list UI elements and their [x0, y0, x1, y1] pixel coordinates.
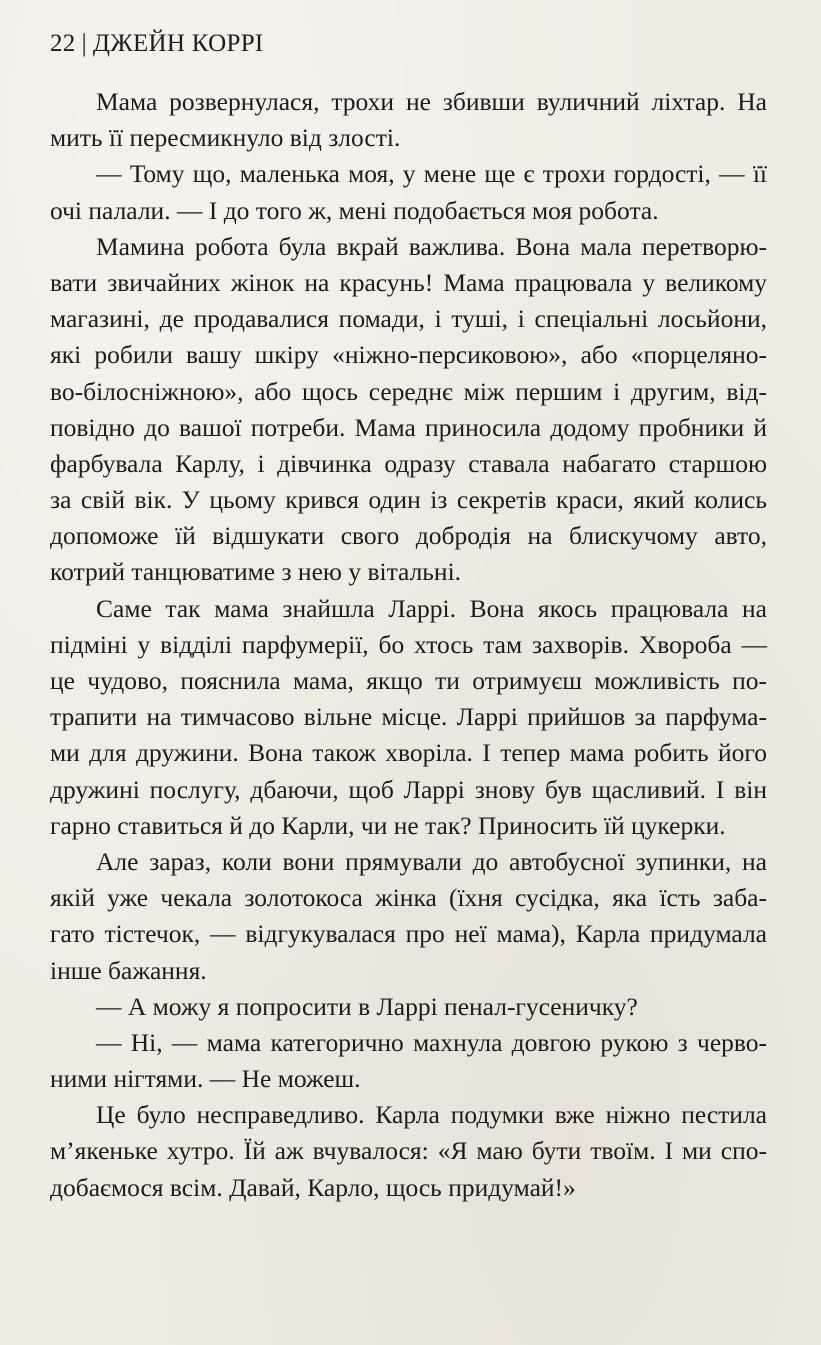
- text-line: інше бажання.: [50, 955, 207, 985]
- text-line: котрий танцюватиме з нею у вітальні.: [50, 557, 462, 587]
- text-line: це чудово, пояснила мама, якщо ти отримуєш можливість по-: [50, 666, 767, 695]
- text-line: магазині, де продавалися помади, і туші, і спеціальні лосьйони,: [50, 304, 767, 334]
- text-line: гато тістечок, — відгукувалася про неї мама), Карла придумала: [50, 919, 767, 949]
- text-line: Це було несправедливо. Карла подумки вже ніжно пестила: [96, 1100, 767, 1130]
- text-line: Саме так мама знайшла Ларрі. Вона якось працювала на: [96, 593, 767, 623]
- page-number: 22: [50, 30, 76, 57]
- text-line: за свій вік. У цьому крився один із секретів краси, який колись: [50, 485, 767, 515]
- text-line: мить її пересмикнуло від злості.: [50, 123, 401, 153]
- text-line: ними нігтями. — Не можеш.: [50, 1064, 361, 1094]
- text-line: Мама розвернулася, трохи не збивши вуличний ліхтар. На: [96, 87, 767, 116]
- text-line: фарбувала Карлу, і дівчинка одразу ставала набагато старшою: [50, 448, 767, 478]
- author-name: ДЖЕЙН КОРРІ: [92, 30, 264, 57]
- text-line: дружині послугу, дбаючи, щоб Ларрі знову був щасливий. І він: [50, 774, 767, 804]
- text-line: вати звичайних жінок на красунь! Мама працювала у великому: [50, 267, 767, 297]
- text-line: допоможе їй відшукати свого добродія на блискучому авто,: [50, 521, 767, 551]
- text-line: очі палали. — І до того ж, мені подобається моя робота.: [50, 195, 659, 225]
- body-text: [50, 84, 767, 1206]
- text-line: добаємося всім. Давай, Карло, щось придумай!»: [50, 1172, 576, 1202]
- text-line: які робили вашу шкіру «ніжно-персиковою», або «порцеляно-: [50, 340, 767, 370]
- running-head: [50, 30, 264, 58]
- text-line: Мамина робота була вкрай важлива. Вона мала перетворю-: [96, 231, 767, 261]
- text-line: якій уже чекала золотокоса жінка (їхня сусідка, яка їсть заба-: [50, 883, 767, 913]
- text-line: трапити на тимчасово вільне місце. Ларрі прийшов за парфума-: [50, 702, 767, 732]
- text-line: повідно до вашої потреби. Мама приносила додому пробники й: [50, 412, 767, 442]
- text-line: — А можу я попросити в Ларрі пенал-гусеничку?: [96, 991, 638, 1021]
- text-line: — Ні, — мама категорично махнула довгою рукою з черво-: [96, 1027, 767, 1057]
- text-line: во-білосніжною», або щось середнє між першим і другим, від-: [50, 376, 767, 406]
- text-line: Але зараз, коли вони прямували до автобусної зупинки, на: [96, 846, 767, 876]
- header-separator: |: [81, 30, 87, 57]
- text-line: підміні у відділі парфумерії, бо хтось там захворів. Хвороба —: [50, 629, 767, 659]
- text-line: м’якеньке хутро. Їй аж вчувалося: «Я маю бути твоїм. І ми спо-: [50, 1136, 767, 1166]
- text-line: гарно ставиться й до Карли, чи не так? Приносить їй цукерки.: [50, 810, 726, 840]
- text-line: ми для дружини. Вона також хворіла. І тепер мама робить його: [50, 738, 767, 768]
- text-line: — Тому що, маленька моя, у мене ще є трохи гордості, — її: [96, 159, 767, 189]
